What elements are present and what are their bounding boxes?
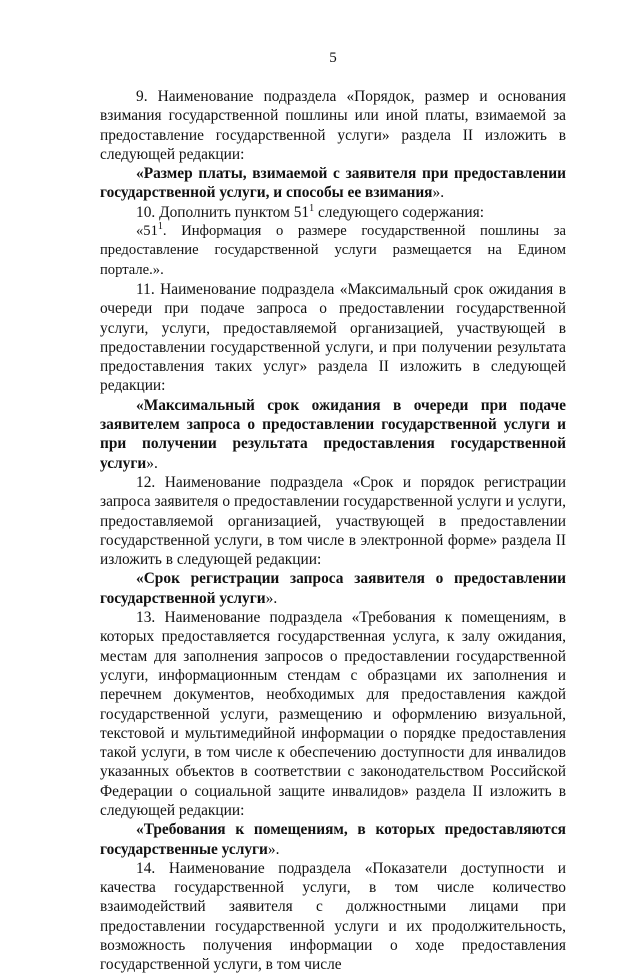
new-title-end: ». <box>432 184 445 202</box>
paragraph-14: 14. Наименование подраздела «Показатели доступности и качества государственной услуги, в том числе количество взаимодействий заявителя с должностными лицами при предоставлении государственной услуги и их продолжительность, возможность получения информации о ходе предоставления государственной услуги, в том числе <box>100 859 566 974</box>
p10-text-a: 10. Дополнить пунктом 51 <box>136 203 310 221</box>
new-title-end: ». <box>146 454 158 472</box>
paragraph-12-new-title <box>100 569 566 608</box>
p10-quote-b: . Информация о размере государственной пошлины за предоставление государственной услуги размещается на Едином портале.». <box>100 223 566 278</box>
paragraph-10-quote <box>100 222 566 280</box>
paragraph-9: 9. Наименование подраздела «Порядок, размер и основания взимания государственной пошлины или иной платы, взимаемой за предоставление государственной услуги» раздела II изложить в следующей редакции: <box>100 88 566 163</box>
p10-quote-a: «51 <box>136 223 158 240</box>
p10-quote-superscript: 1 <box>157 221 163 233</box>
paragraph-11-new-title <box>100 396 566 473</box>
new-title-bold: «Требования к помещениям, в которых предоставляются государственные услуги <box>100 821 566 858</box>
paragraph-11: 11. Наименование подраздела «Максимальный срок ожидания в очереди при подаче запроса о предоставлении государственной услуги, услуги, предоставляемой организацией, участвующей в предоставлении государственной услуги, и при получении результата предоставления таких услуг» раздела II изложить в следующей редакции: <box>100 280 566 395</box>
paragraph-10 <box>100 203 566 222</box>
new-title-end: ». <box>265 589 278 607</box>
new-title-bold: «Максимальный срок ожидания в очереди при подаче заявителем запроса о предоставлении государственной услуги и при получении результата предоставления государственной услуги <box>100 396 566 472</box>
p10-text-b: следующего содержания: <box>314 203 485 221</box>
paragraph-13: 13. Наименование подраздела «Требования к помещениям, в которых предоставляется государственная услуга, к залу ожидания, местам для заполнения запросов о предоставлении государственной услуги, информационным стендам с образцами их заполнения и перечнем документов, необходимых для предоставления каждой государственной услуги, размещению и оформлению визуальной, текстовой и мультимедийной информации о порядке предоставления такой услуги, в том числе к обеспечению доступности для инвалидов указанных объектов в соответствии с законодательством Российской Федерации о социальной защите инвалидов» раздела II изложить в следующей редакции: <box>100 609 566 819</box>
new-title-bold: «Срок регистрации запроса заявителя о предоставлении государственной услуги <box>100 570 566 607</box>
paragraph-13-new-title <box>100 820 566 859</box>
paragraph-9-new-title <box>100 164 566 203</box>
new-title-bold: «Размер платы, взимаемой с заявителя при предоставлении государственной услуги, и способы ее взимания <box>100 165 566 202</box>
p10-superscript: 1 <box>309 202 315 214</box>
page-number: 5 <box>329 50 337 66</box>
new-title-end: ». <box>267 840 280 858</box>
paragraph-12: 12. Наименование подраздела «Срок и порядок регистрации запроса заявителя о предоставлении государственной услуги и услуги, предоставляемой организацией, участвующей в предоставлении государственной услуги, в том числе в электронной форме» раздела II изложить в следующей редакции: <box>100 473 566 569</box>
